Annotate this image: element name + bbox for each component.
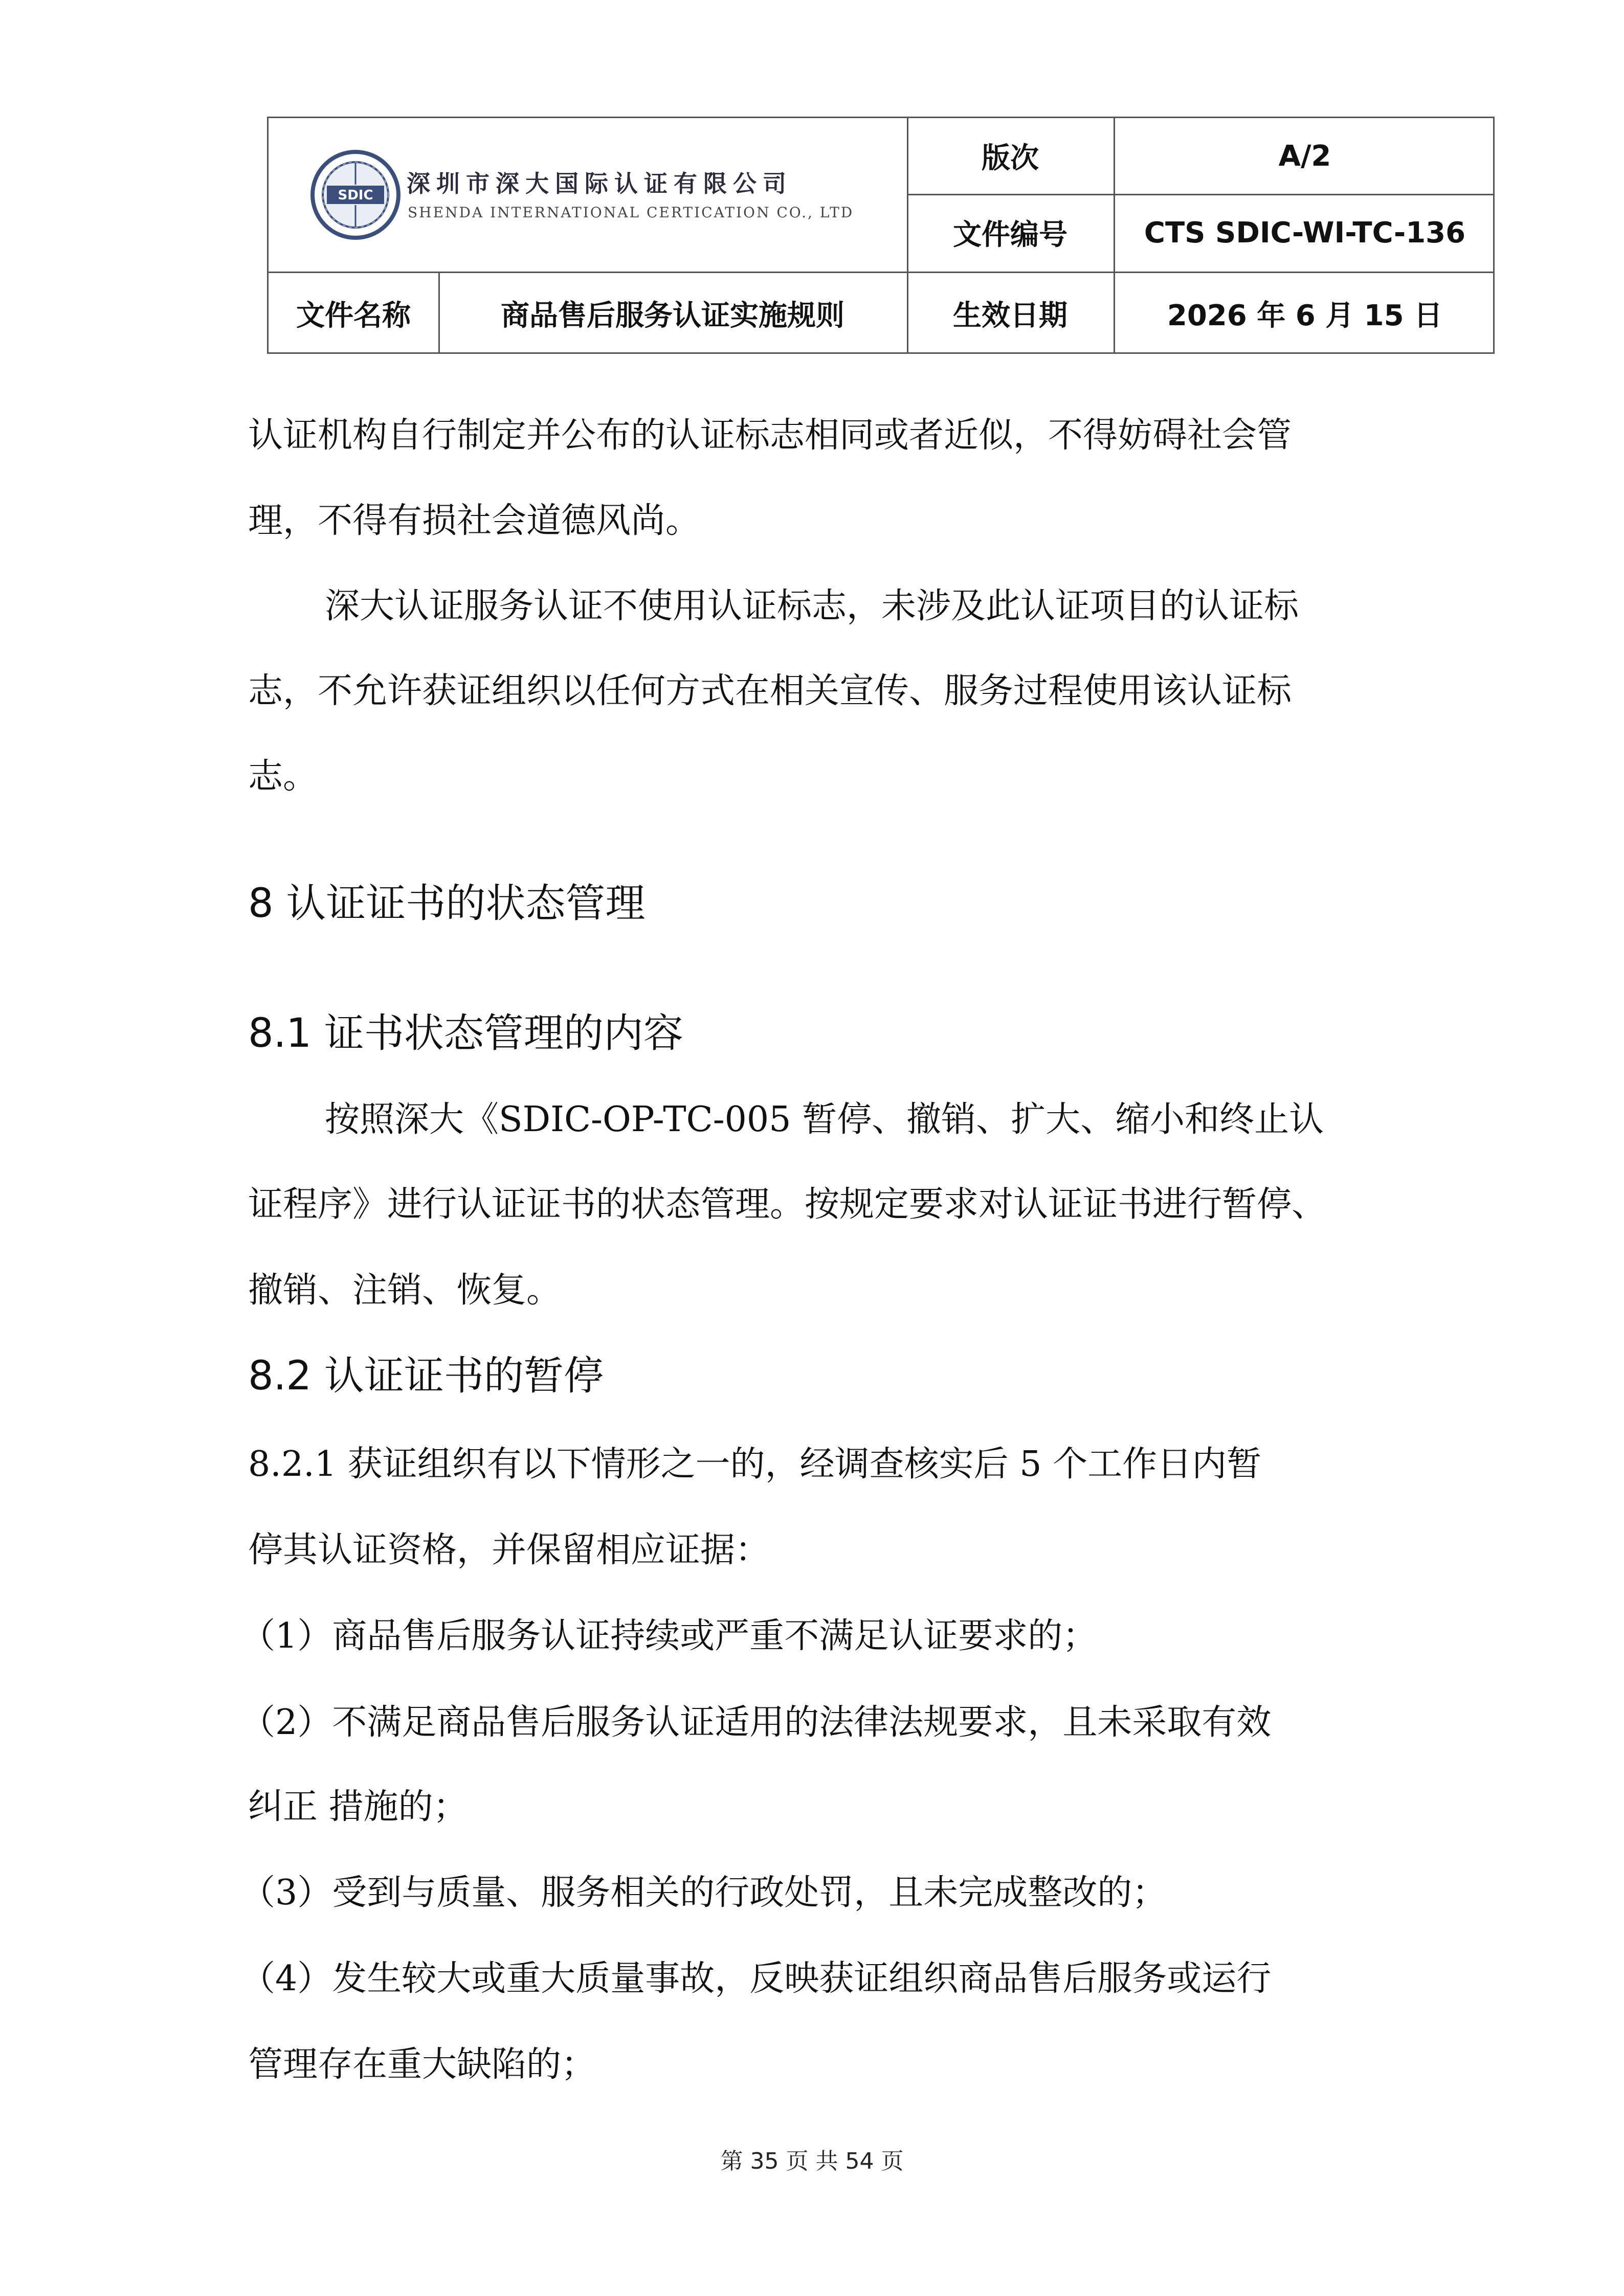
effective-date-label: 生效日期 [953, 299, 1067, 332]
list-item: （1）商品售后服务认证持续或严重不满足认证要求的； [240, 1616, 1098, 1656]
effective-date-value: 2026 年 6 月 15 日 [1167, 299, 1443, 332]
paragraph-line: 按照深大《SDIC-OP-TC-005 暂停、撤销、扩大、缩小和终止认 [325, 1099, 1324, 1140]
header-table [267, 117, 1495, 354]
sdic-seal-icon [309, 149, 402, 241]
docname-value: 商品售后服务认证实施规则 [501, 299, 844, 332]
company-name-en: SHENDA INTERNATIONAL CERTICATION CO., LTD [408, 204, 854, 221]
paragraph-line: 理，不得有损社会道德风尚。 [248, 501, 701, 541]
paragraph-line: 深大认证服务认证不使用认证标志，未涉及此认证项目的认证标 [325, 586, 1299, 626]
docname-label: 文件名称 [296, 299, 411, 332]
company-logo [309, 149, 872, 251]
paragraph-line: 志。 [248, 756, 318, 797]
paragraph-line: 证程序》进行认证证书的状态管理。按规定要求对认证证书进行暂停、 [248, 1184, 1327, 1225]
docno-label: 文件编号 [953, 218, 1067, 252]
docno-value: CTS SDIC-WI-TC-136 [1144, 216, 1466, 250]
section-heading-8-1: 8.1 证书状态管理的内容 [248, 1010, 683, 1056]
page-footer: 第 35 页 共 54 页 [720, 2148, 904, 2174]
svg-text:SDIC: SDIC [338, 188, 373, 203]
paragraph-line: 志，不允许获证组织以任何方式在相关宣传、服务过程使用该认证标 [248, 671, 1292, 711]
paragraph-line: 认证机构自行制定并公布的认证标志相同或者近似，不得妨碍社会管 [248, 415, 1292, 456]
version-value: A/2 [1278, 139, 1331, 173]
section-heading-8-2: 8.2 认证证书的暂停 [248, 1353, 604, 1399]
list-item: （2）不满足商品售后服务认证适用的法律法规要求，且未采取有效 [240, 1702, 1272, 1743]
paragraph-line: 撤销、注销、恢复。 [248, 1270, 562, 1311]
list-item-continuation: 纠正 措施的； [248, 1787, 468, 1827]
list-item-continuation: 管理存在重大缺陷的； [248, 2044, 596, 2085]
company-name-cn: 深圳市深大国际认证有限公司 [407, 170, 792, 197]
version-label: 版次 [982, 142, 1039, 175]
paragraph-line: 8.2.1 获证组织有以下情形之一的，经调查核实后 5 个工作日内暂 [248, 1444, 1262, 1484]
list-item: （3）受到与质量、服务相关的行政处罚，且未完成整改的； [240, 1873, 1167, 1913]
section-heading-8: 8 认证证书的状态管理 [248, 881, 646, 927]
paragraph-line: 停其认证资格，并保留相应证据： [248, 1530, 770, 1570]
list-item: （4）发生较大或重大质量事故，反映获证组织商品售后服务或运行 [240, 1959, 1272, 1999]
